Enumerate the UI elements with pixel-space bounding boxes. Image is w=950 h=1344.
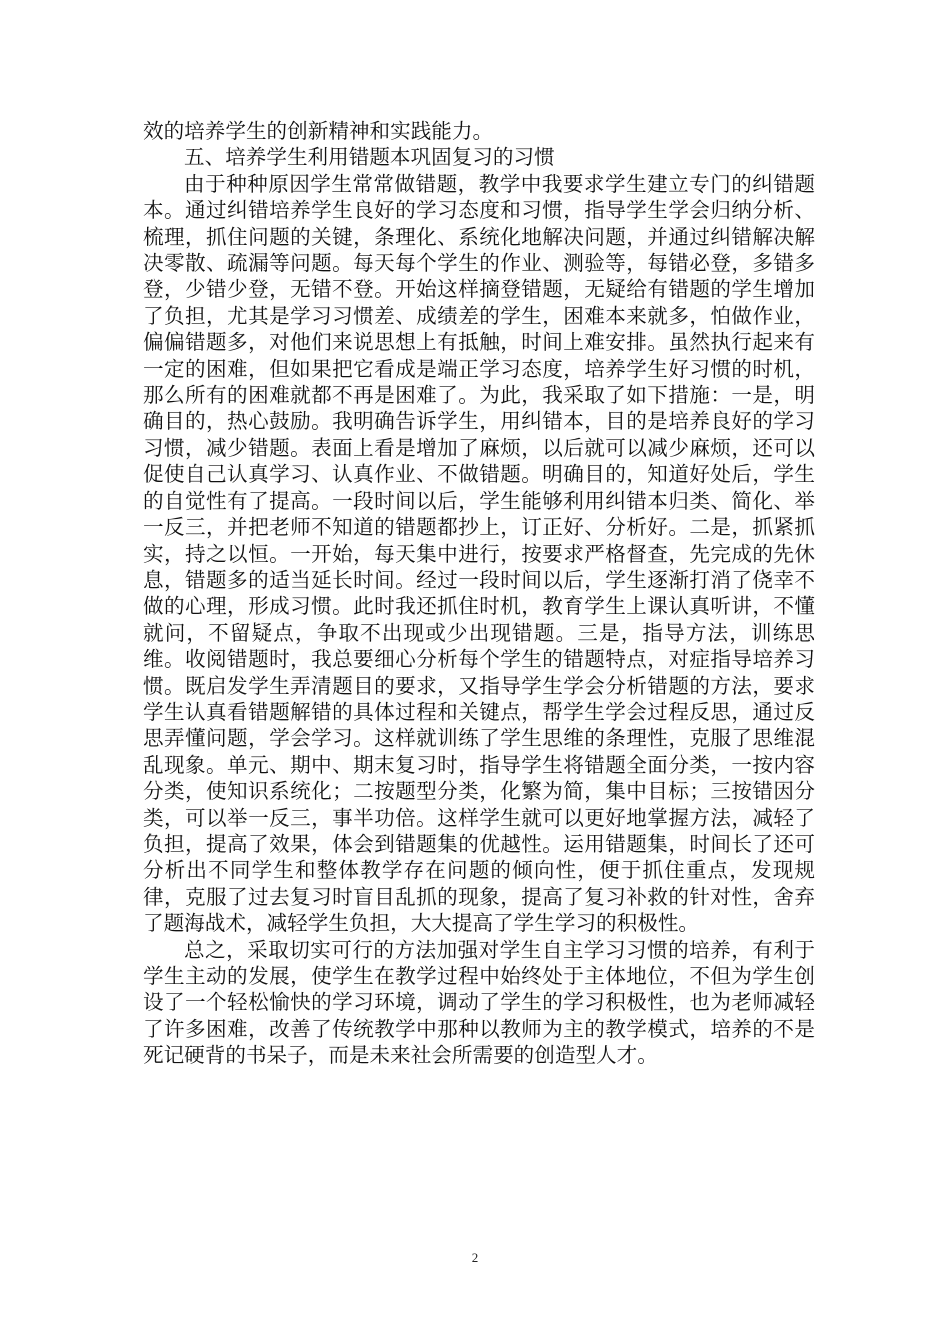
paragraph-error-notebook: 由于种种原因学生常常做错题，教学中我要求学生建立专门的纠错题本。通过纠错培养学生良好的学习态度和习惯，指导学生学会归纳分析、梳理，抓住问题的关键，条理化、系统化地解决问题，并通过纠错解决解决零散、疏漏等问题。每天每个学生的作业、测验等，每错必登，多错多登，少错少登，无错不登。开始这样摘登错题，无疑给有错题的学生增加了负担，尤其是学习习惯差、成绩差的学生，困难本来就多，怕做作业，偏偏错题多，对他们来说思想上有抵触，时间上难安排。虽然执行起来有一定的困难，但如果把它看成是端正学习态度，培养学生好习惯的时机，那么所有的困难就都不再是困难了。为此，我采取了如下措施：一是，明确目的，热心鼓励。我明确告诉学生，用纠错本，目的是培养良好的学习习惯，减少错题。表面上看是增加了麻烦，以后就可以减少麻烦，还可以促使自己认真学习、认真作业、不做错题。明确目的，知道好处后，学生的自觉性有了提高。一段时间以后，学生能够利用纠错本归类、简化、举一反三，并把老师不知道的错题都抄上，订正好、分析好。二是，抓紧抓实，持之以恒。一开始，每天集中进行，按要求严格督查，先完成的先休息，错题多的适当延长时间。经过一段时间以后，学生逐渐打消了侥幸不做的心理，形成习惯。此时我还抓住时机，教育学生上课认真听讲，不懂就问，不留疑点，争取不出现或少出现错题。三是，指导方法，训练思维。收阅错题时，我总要细心分析每个学生的错题特点，对症指导培养习惯。既启发学生弄清题目的要求，又指导学生学会分析错题的方法，要求学生认真看错题解错的具体过程和关键点，帮学生学会过程反思，通过反思弄懂问题，学会学习。这样就训练了学生思维的条理性，克服了思维混乱现象。单元、期中、期末复习时，指导学生将错题全面分类，一按内容分类，使知识系统化；二按题型分类，化繁为简，集中目标；三按错因分类，可以举一反三，事半功倍。这样学生就可以更好地掌握方法，减轻了负担，提高了效果，体会到错题集的优越性。运用错题集，时间长了还可分析出不同学生和整体教学存在问题的倾向性，便于抓住重点，发现规律，克服了过去复习时盲目乱抓的现象，提高了复习补救的针对性，舍弃了题海战术，减轻学生负担，大大提高了学生学习的积极性。: [143, 171, 815, 936]
paragraph-continuation: 效的培养学生的创新精神和实践能力。: [143, 119, 494, 143]
section-heading: 五、培养学生利用错题本巩固复习的习惯: [184, 145, 555, 170]
document-body: [143, 118, 815, 1069]
paragraph-conclusion: 总之，采取切实可行的方法加强对学生自主学习习惯的培养，有利于学生主动的发展，使学生在教学过程中始终处于主体地位，不但为学生创设了一个轻松愉快的学习环境，调动了学生的学习积极性，也为老师减轻了许多困难，改善了传统教学中那种以教师为主的教学模式，培养的不是死记硬背的书呆子，而是未来社会所需要的创造型人才。: [143, 937, 815, 1068]
page-number: 2: [471, 1250, 479, 1265]
